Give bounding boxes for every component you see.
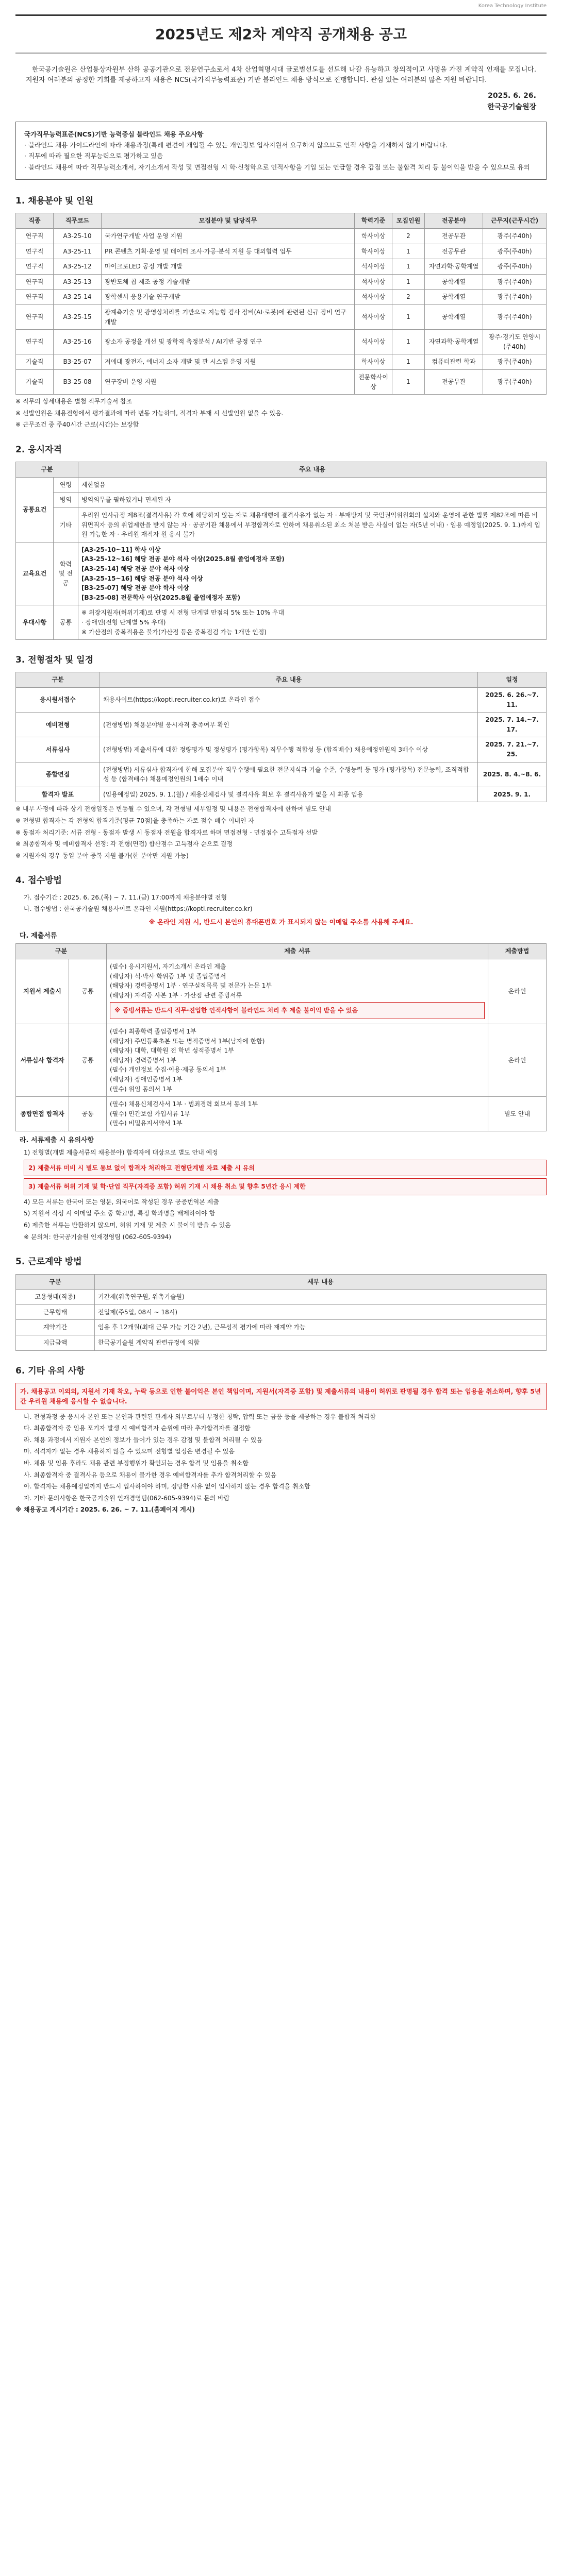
note: ※ 지원자의 경우 동일 분야 중복 지원 불가(한 분야만 지원 가능) <box>15 852 189 859</box>
table-cell: (임용예정일) 2025. 9. 1.(월) / 채용신체검사 및 결격사유 회보 후 결격사유가 없을 시 최종 임용 <box>100 787 478 802</box>
col-header: 학력기준 <box>355 213 392 229</box>
table-row <box>16 737 547 762</box>
intro-date: 2025. 6. 26. <box>488 92 536 100</box>
edu-line: [A3-25-10~11] 학사 이상 <box>81 546 161 553</box>
row-sublabel: 연령 <box>54 477 78 493</box>
table-cell: 연구직 <box>16 228 54 244</box>
doc-item: (필수) 민간보험 가입서류 1부 <box>110 1110 190 1117</box>
intro-text: 한국공기술원은 산업통상자원부 산하 공공기관으로 전문연구소로서 4차 산업혁명시대 글로벌선도를 선도해 나갈 유능하고 창의적이고 사명을 가진 계약직 인재를 모집니다. 지원자 여러분의 공정한 기회를 제공하고자 채용은 NCS(국가직무능력표준) 기반 블라인드 채용 방식으로 진행합니다. 관심 있는 여러분의 많은 지원 바랍니다. <box>26 65 536 84</box>
notice-line: · 블라인드 채용에 따라 직무능력소개서, 자기소개서 작성 및 면접전형 시 학·신청학으로 인적사항을 기입 또는 언급할 경우 감점 또는 불합격 처리 등 불이익을 받을 수 있으므로 유의 <box>24 163 530 171</box>
table-cell: 온라인 <box>488 1024 547 1097</box>
section-heading: 2. 응시자격 <box>15 444 62 455</box>
table-cell: 연구직 <box>16 290 54 305</box>
table-cell: 근무형태 <box>16 1304 95 1320</box>
table-cell: 자연과학·공학계열 <box>425 330 483 354</box>
doc-item: (해당자) 석·박사 학위증 1부 및 졸업증명서 <box>110 972 226 980</box>
table-cell: 컴퓨터관련 학과 <box>425 354 483 370</box>
table-cell: B3-25-08 <box>54 369 102 394</box>
table-cell: 전공무관 <box>425 369 483 394</box>
table-cell: 연구직 <box>16 274 54 290</box>
row-sublabel: 공통 <box>54 605 78 640</box>
table-cell: 2 <box>392 228 425 244</box>
contract-table <box>15 1274 547 1351</box>
row-label: 교육요건 <box>16 542 54 605</box>
table-cell: 석사이상 <box>355 259 392 275</box>
table-row <box>16 1335 547 1350</box>
table-cell: 국가연구개발 사업 운영 지원 <box>102 228 355 244</box>
table-cell: 응시원서접수 <box>16 688 100 713</box>
table-cell: 연구직 <box>16 330 54 354</box>
table-cell: 채용사이트(https://kopti.recruiter.co.kr)로 온라인 접수 <box>100 688 478 713</box>
doc-item: ※ 증빙서류는 반드시 직무·진입한 인적사항이 블라인드 처리 후 제출 불이익 받을 수 있음 <box>110 1002 485 1019</box>
table-cell: 공통 <box>69 1024 107 1097</box>
table-cell: 마이크로LED 공정 개발 개발 <box>102 259 355 275</box>
apply-line: 나. 접수방법 : 한국공기술원 채용사이트 온라인 지원(https://kopti.recruiter.co.kr) <box>24 905 253 913</box>
final-note: ※ 채용공고 게시기간 : 2025. 6. 26. ~ 7. 11.(홈페이지 게시) <box>15 1506 195 1514</box>
table-cell: 온라인 <box>488 959 547 1024</box>
table-cell: A3-25-10 <box>54 228 102 244</box>
table-cell: 2025. 7. 14.~7. 17. <box>478 713 547 737</box>
note: ※ 동점자 처리기준: 서류 전형 - 동점자 발생 시 동점자 전원을 합격자로 하며 면접전형 - 면접점수 고득점자 선발 <box>15 828 318 836</box>
doc-item: (필수) 최종학력 졸업증명서 1부 <box>110 1028 196 1035</box>
page-title: 2025년도 제2차 계약직 공개채용 공고 <box>15 14 547 54</box>
caution-line: 4) 모든 서류는 한국어 또는 영문, 외국어로 작성된 경우 공증번역본 제출 <box>24 1198 219 1206</box>
table-cell: A3-25-11 <box>54 244 102 259</box>
table-cell: 광소자 공정을 개선 및 광학적 측정분석 / AI기반 공정 연구 <box>102 330 355 354</box>
col-header: 세부 내용 <box>95 1274 547 1290</box>
misc-line: 나. 전형과정 중 응시자 본인 또는 본인과 관련된 관계자 외부로부터 부정한 청탁, 압력 또는 금품 등을 제공하는 경우 불합격 처리함 <box>24 1413 376 1420</box>
pref-line: ※ 위장지원자(허위기재)로 판명 시 전형 단계별 만점의 5% 또는 10% 우대 <box>81 609 285 617</box>
col-header: 모집분야 및 담당직무 <box>102 213 355 229</box>
table-row <box>16 244 547 259</box>
table-row <box>16 259 547 275</box>
table-cell: 2025. 7. 21.~7. 25. <box>478 737 547 762</box>
misc-line: 다. 최종합격자 중 임용 포기자 발생 시 예비합격자 순위에 따라 추가합격자를 결정함 <box>24 1425 251 1432</box>
table-cell: 학사이상 <box>355 228 392 244</box>
table-row <box>16 713 547 737</box>
table-cell: 서류심사 합격자 <box>16 1024 69 1097</box>
caution-line: 6) 제출한 서류는 반환하지 않으며, 허위 기재 및 제출 시 불이익 받을 수 있음 <box>24 1222 231 1229</box>
table-row <box>16 1024 547 1097</box>
caution-line: 3) 제출서류 허위 기재 및 학·단업 직무(자격증 포함) 허위 기재 시 채용 취소 및 향후 5년간 응시 제한 <box>24 1178 547 1195</box>
table-cell: 기술직 <box>16 369 54 394</box>
table-cell: PR 콘텐츠 기획·운영 및 데이터 조사·가공·분석 지원 등 대외협력 업무 <box>102 244 355 259</box>
note: ※ 선발인원은 채용전형에서 평가결과에 따라 변동 가능하며, 적격자 부재 시 선발인원 없을 수 있음. <box>15 409 284 417</box>
table-row <box>16 228 547 244</box>
col-header: 구분 <box>16 1274 95 1290</box>
misc-line: 사. 최종합격자 중 결격사유 등으로 채용이 불가한 경우 예비합격자를 추가 합격처리할 수 있음 <box>24 1471 277 1479</box>
table-row <box>16 369 547 394</box>
section-heading: 1. 채용분야 및 인원 <box>15 196 93 207</box>
col-header: 구분 <box>16 672 100 688</box>
col-header: 전공분야 <box>425 213 483 229</box>
note: ※ 최종합격자 및 예비합격자 선정: 각 전형(면접) 합산점수 고득점자 순으로 결정 <box>15 840 233 848</box>
table-row <box>16 1097 547 1131</box>
doc-list <box>107 1024 488 1097</box>
table-cell: 2 <box>392 290 425 305</box>
col-header: 구분 <box>16 462 78 478</box>
table-cell: (전형방법) 제출서류에 대한 정량평가 및 정성평가 (평가항목) 직무수행 적합성 등 (합격배수) 채용예정인원의 3배수 이상 <box>100 737 478 762</box>
table-cell: 연구직 <box>16 304 54 329</box>
caution-line: 5) 지원서 작성 시 이메일 주소 중 학교명, 특정 학과명을 배제하여야 함 <box>24 1210 216 1217</box>
misc-line: 바. 채용 및 임용 후라도 채용 관련 부정행위가 확인되는 경우 합격 및 임용을 취소함 <box>24 1460 249 1467</box>
table-cell: A3-25-14 <box>54 290 102 305</box>
table-cell: 광주(주40h) <box>483 274 547 290</box>
table-cell: 종합면접 <box>16 762 100 787</box>
col-header: 제출 서류 <box>107 944 488 959</box>
table-cell: 2025. 6. 26.~7. 11. <box>478 688 547 713</box>
table-cell: 서류심사 <box>16 737 100 762</box>
pref-line: · 장애인(전형 단계별 5% 우대) <box>81 618 166 626</box>
table-row <box>16 959 547 1024</box>
table-cell: 1 <box>392 369 425 394</box>
page <box>15 0 547 1532</box>
table-cell: 계약기간 <box>16 1320 95 1335</box>
table-cell: 지원서 제출시 <box>16 959 69 1024</box>
edu-line: [B3-25-07] 해당 전공 분야 학사 이상 <box>81 584 189 592</box>
cell: 병역의무를 필하였거나 면제된 자 <box>78 493 547 508</box>
doc-item: (해당자) 주민등록초본 또는 병적증명서 1부(남자에 한함) <box>110 1037 265 1045</box>
edu-line: [B3-25-08] 전문학사 이상(2025.8월 졸업예정자 포함) <box>81 594 241 601</box>
top-note: Korea Technology Institute <box>478 3 547 9</box>
table-row <box>16 688 547 713</box>
blind-notice-box <box>15 122 547 180</box>
table-row <box>16 330 547 354</box>
col-header: 모집인원 <box>392 213 425 229</box>
notice-line: · 블라인드 채용 가이드라인에 따라 채용과정(특례 편견이 개입될 수 있는 개인정보 입사지원서 요구하지 않으므로 인적 사항을 기재하지 않기 바랍니다. <box>24 141 448 149</box>
table-cell: 연구장비 운영 지원 <box>102 369 355 394</box>
table-cell: A3-25-12 <box>54 259 102 275</box>
table-cell: 전일제(주5일, 08시 ~ 18시) <box>95 1304 547 1320</box>
table-row <box>16 290 547 305</box>
doc-item: (필수) 위임 동의서 1부 <box>110 1085 173 1093</box>
cautions-heading: 라. 서류제출 시 유의사항 <box>20 1136 94 1144</box>
note: ※ 직무의 상세내용은 별첨 직무기술서 참조 <box>15 398 133 405</box>
misc-line: 자. 기타 문의사항은 한국공기술원 인재경영팀(062-605-9394)로 문의 바람 <box>24 1494 230 1502</box>
table-cell: 광주(주40h) <box>483 354 547 370</box>
table-cell: 광주(주40h) <box>483 228 547 244</box>
table-cell: 연구직 <box>16 259 54 275</box>
table-cell: 저에대 광전자, 에너지 소자 개발 및 관 시스템 운영 지원 <box>102 354 355 370</box>
table-cell: 석사이상 <box>355 290 392 305</box>
section-heading: 5. 근로계약 방법 <box>15 1257 82 1267</box>
table-row <box>16 1304 547 1320</box>
table-cell: 지급금액 <box>16 1335 95 1350</box>
doc-list <box>107 1097 488 1131</box>
table-cell: 1 <box>392 330 425 354</box>
table-cell: 1 <box>392 244 425 259</box>
doc-item: (필수) 개인정보 수집·이용·제공 동의서 1부 <box>110 1066 226 1074</box>
table-cell: 예비전형 <box>16 713 100 737</box>
section-heading: 3. 전형절차 및 일정 <box>15 655 93 666</box>
table-cell: 광계측기술 및 광영상처리를 기반으로 지능형 검사 장비(AI·로봇)에 관련된 신규 장비 연구개발 <box>102 304 355 329</box>
doc-item: (필수) 채용신체검사서 1부 · 범죄경력 회보서 동의 1부 <box>110 1100 258 1108</box>
col-header: 주요 내용 <box>100 672 478 688</box>
table-row <box>16 762 547 787</box>
col-header: 구분 <box>16 944 107 959</box>
table-cell: 광주(주40h) <box>483 290 547 305</box>
table-cell: 고용형태(직종) <box>16 1290 95 1305</box>
cell <box>78 542 547 605</box>
table-cell: A3-25-13 <box>54 274 102 290</box>
table-cell: 1 <box>392 274 425 290</box>
doc-item: (해당자) 경력증명서 1부 <box>110 1056 176 1064</box>
table-cell: 자연과학·공학계열 <box>425 259 483 275</box>
table-cell: 공통 <box>69 1097 107 1131</box>
table-row <box>16 304 547 329</box>
edu-line: [A3-25-12~16] 해당 전공 분야 석사 이상(2025.8월 졸업예정자 포함) <box>81 555 285 563</box>
table-cell: 기술직 <box>16 354 54 370</box>
table-cell: 전공무관 <box>425 228 483 244</box>
table-cell: 1 <box>392 354 425 370</box>
table-cell: (전형방법) 채용분야별 응시자격 충족여부 확인 <box>100 713 478 737</box>
section-heading: 4. 접수방법 <box>15 875 62 886</box>
table-cell: A3-25-16 <box>54 330 102 354</box>
table-cell: 전문학사이상 <box>355 369 392 394</box>
important-notice: 가. 채용공고 이외의, 지원서 기재 착오, 누락 등으로 인한 불이익은 본인 책임이며, 지원서(자격증 포함) 및 제출서류의 내용이 허위로 판명될 경우 합격 또는 임용을 취소하며, 향후 5년간 우리원 채용에 응시할 수 없습니다. <box>15 1383 547 1410</box>
col-header: 직무코드 <box>54 213 102 229</box>
pref-line: ※ 가산점의 중복적용은 불가(가산점 등은 중복점검 가능 1개만 인정) <box>81 628 267 636</box>
col-header: 제출방법 <box>488 944 547 959</box>
edu-line: [A3-25-15~16] 해당 전공 분야 석사 이상 <box>81 574 203 582</box>
table-cell: 공학계열 <box>425 290 483 305</box>
recruitment-table <box>15 213 547 395</box>
table-cell: 광반도체 칩 제조 공정 기술개발 <box>102 274 355 290</box>
table-cell: 광학센서 응용기술 연구개발 <box>102 290 355 305</box>
row-sublabel: 기타 <box>54 508 78 543</box>
note: ※ 근무조건 중 주40시간 근로(시간)는 보장함 <box>15 421 139 429</box>
misc-line: 라. 채용 과정에서 지원자 본인의 정보가 들어가 있는 경우 감점 및 불합격 처리될 수 있음 <box>24 1436 262 1444</box>
table-cell: 종합면접 합격자 <box>16 1097 69 1131</box>
notice-line: · 직무에 따라 필요한 직무능력으로 평가하고 있음 <box>24 152 163 160</box>
cell: 우리원 인사규정 제8조(결격사유) 각 호에 해당하지 않는 자로 채용대행에 결격사유가 없는 자 · 부패방지 및 국민권익위원회의 설치와 운영에 관한 법률 제82조에 따른 비위면직자 등의 취업제한을 받지 않는 자 · 공공기관 채용에서 부정합격자로 인하여 채용취소된 최소 처분 받은 사실이 없는 자(5년 이내) · 임용 예정일(2025. 9. 1.)까지 입원 가능한 자 · 우리원 재직자 원 응시 불가 <box>78 508 547 543</box>
col-header: 일정 <box>478 672 547 688</box>
docs-heading: 다. 제출서류 <box>20 932 57 940</box>
caution-line: 1) 전형별(개별 제출서류의 채용분야) 합격자에 대상으로 별도 안내 예정 <box>24 1149 218 1157</box>
cell <box>78 605 547 640</box>
table-cell: 공통 <box>69 959 107 1024</box>
intro-org: 한국공기술원장 <box>487 103 536 111</box>
table-cell: 2025. 8. 4.~8. 6. <box>478 762 547 787</box>
table-cell: 광주(주40h) <box>483 369 547 394</box>
table-cell: (전형방법) 서류심사 합격자에 한해 모집분야 직무수행에 필요한 전문지식과 기술 수준, 수행능력 등 평가 (평가항목) 전문능력, 조직적합성 등 (합격배수) 채용예정인원의 1배수 이내 <box>100 762 478 787</box>
table-cell: 학사이상 <box>355 244 392 259</box>
row-sublabel: 병역 <box>54 493 78 508</box>
table-cell: 1 <box>392 304 425 329</box>
table-row <box>16 787 547 802</box>
doc-item: (해당자) 경력증명서 1부 · 연구실적목록 및 전문가 논문 1부 <box>110 982 272 990</box>
doc-item: (해당자) 자격증 사본 1부 · 가산점 관련 증빙서류 <box>110 991 242 999</box>
table-cell: 2025. 9. 1. <box>478 787 547 802</box>
note: ※ 내부 사정에 따라 상기 전형일정은 변동될 수 있으며, 각 전형별 세부일정 및 내용은 전형합격자에 한하여 별도 안내 <box>15 805 331 813</box>
doc-item: (필수) 응시지원서, 자기소개서 온라인 제출 <box>110 963 226 971</box>
schedule-table <box>15 672 547 802</box>
col-header: 직종 <box>16 213 54 229</box>
section-heading: 6. 기타 유의 사항 <box>15 1365 85 1376</box>
table-cell: 석사이상 <box>355 304 392 329</box>
qualification-table <box>15 462 547 640</box>
caution-line: 2) 제출서류 미비 시 별도 통보 없이 합격자 처리하고 전형단계별 자료 제출 시 유의 <box>24 1160 547 1177</box>
contact-note: ※ 문의처: 한국공기술원 인재경영팀 (062-605-9394) <box>24 1233 172 1241</box>
row-label: 우대사항 <box>16 605 54 640</box>
table-cell: 공학계열 <box>425 274 483 290</box>
apply-line: 가. 접수기간 : 2025. 6. 26.(목) ~ 7. 11.(금) 17:00까지 채용분야별 전형 <box>24 893 227 901</box>
doc-item: (필수) 비밀유지서약서 1부 <box>110 1120 183 1127</box>
doc-list <box>107 959 488 1024</box>
table-cell: 석사이상 <box>355 330 392 354</box>
doc-item: (해당자) 대학, 대학원 전 학년 성적증명서 1부 <box>110 1047 234 1055</box>
table-cell: 1 <box>392 259 425 275</box>
table-cell: 공학계열 <box>425 304 483 329</box>
table-cell: A3-25-15 <box>54 304 102 329</box>
edu-line: [A3-25-14] 해당 전공 분야 석사 이상 <box>81 565 189 572</box>
table-cell: 기간제(위촉연구원, 위촉기술원) <box>95 1290 547 1305</box>
table-cell: 광주·경기도 안양시(주40h) <box>483 330 547 354</box>
table-row <box>16 1320 547 1335</box>
table-row <box>16 1290 547 1305</box>
notice-line: 국가직무능력표준(NCS)기반 능력중심 블라인드 채용 주요사항 <box>24 130 204 138</box>
table-cell: 광주(주40h) <box>483 259 547 275</box>
table-cell: 전공무관 <box>425 244 483 259</box>
table-cell: B3-25-07 <box>54 354 102 370</box>
table-cell: 학사이상 <box>355 354 392 370</box>
col-header: 근무지(근무시간) <box>483 213 547 229</box>
doc-item: (해당자) 장애인증명서 1부 <box>110 1075 183 1083</box>
table-cell: 연구직 <box>16 244 54 259</box>
cell: 제한없음 <box>78 477 547 493</box>
table-cell: 광주(주40h) <box>483 304 547 329</box>
row-sublabel: 학력 및 전공 <box>54 542 78 605</box>
misc-line: 마. 적격자가 없는 경우 채용하지 않을 수 있으며 전형별 일정은 변경될 수 있음 <box>24 1448 235 1455</box>
table-cell: 한국공기술원 계약직 관련규정에 의함 <box>95 1335 547 1350</box>
table-cell: 임용 후 12개월(최대 근무 가능 기간 2년), 근무성적 평가에 따라 재계약 가능 <box>95 1320 547 1335</box>
table-cell: 합격자 발표 <box>16 787 100 802</box>
table-cell: 별도 안내 <box>488 1097 547 1131</box>
note: ※ 전형별 합격자는 각 전형의 합격기준(평균 70점)을 충족하는 자로 점수 배수 이내인 자 <box>15 817 254 825</box>
row-label: 공통요건 <box>16 477 54 542</box>
table-row <box>16 354 547 370</box>
misc-line: 아. 합격자는 채용예정일까지 반드시 입사하여야 하며, 정당한 사유 없이 입사하지 않는 경우 합격을 취소함 <box>24 1483 310 1490</box>
documents-table <box>15 943 547 1131</box>
email-warning: ※ 온라인 지원 시, 반드시 본인의 휴대폰번호 가 표시되지 않는 이메일 주소를 사용해 주세요. <box>148 918 414 926</box>
table-row <box>16 274 547 290</box>
table-cell: 석사이상 <box>355 274 392 290</box>
col-header: 주요 내용 <box>78 462 547 478</box>
table-cell: 광주(주40h) <box>483 244 547 259</box>
